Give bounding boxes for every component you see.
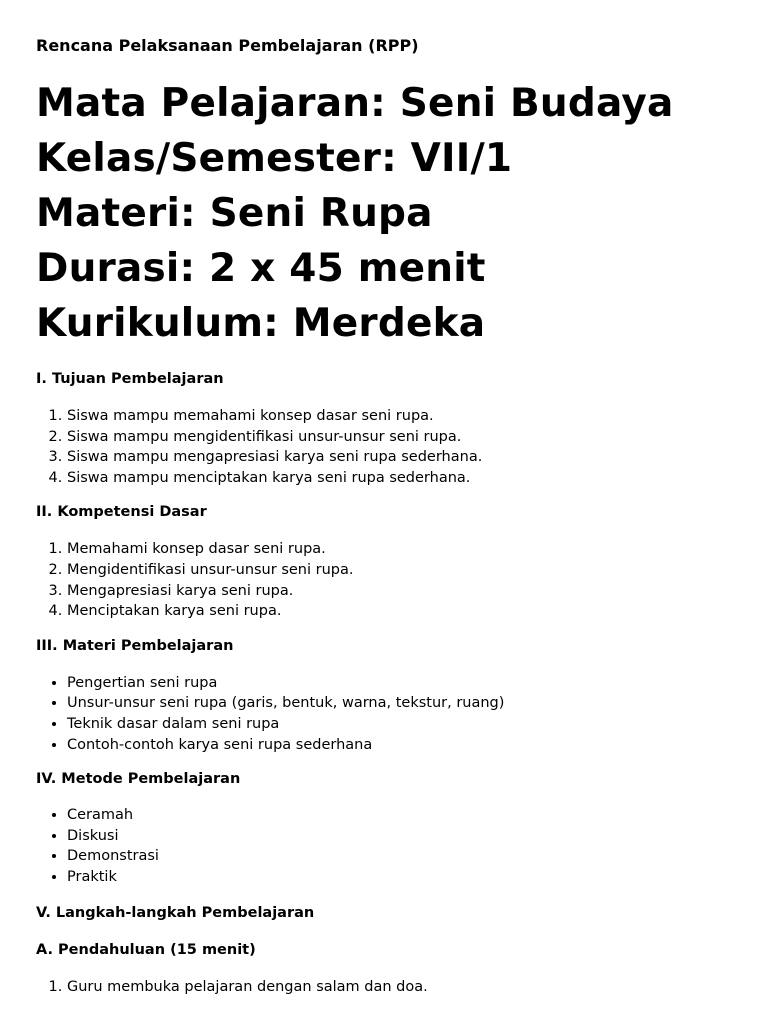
- tujuan-list: [36, 406, 732, 488]
- list-item: 4. Menciptakan karya seni rupa.: [67, 601, 732, 622]
- document-title: Rencana Pelaksanaan Pembelajaran (RPP): [36, 36, 419, 55]
- list-item: 2. Siswa mampu mengidentifikasi unsur-unsur seni rupa.: [67, 427, 732, 448]
- list-item: • Praktik: [67, 867, 732, 888]
- list-item: • Contoh-contoh karya seni rupa sederhana: [67, 735, 732, 756]
- pendahuluan-list: [36, 977, 732, 998]
- subsection-heading-pendahuluan: A. Pendahuluan (15 menit): [36, 941, 256, 958]
- list-item: • Demonstrasi: [67, 846, 732, 867]
- list-item: 2. Mengidentifikasi unsur-unsur seni rupa.: [67, 560, 732, 581]
- list-item: 1. Guru membuka pelajaran dengan salam dan doa.: [67, 977, 732, 998]
- list-item: 3. Siswa mampu mengapresiasi karya seni rupa sederhana.: [67, 447, 732, 468]
- kompetensi-list: [36, 539, 732, 621]
- heading-material: Materi: Seni Rupa: [36, 191, 433, 236]
- heading-curriculum: Kurikulum: Merdeka: [36, 301, 486, 346]
- list-item: 1. Siswa mampu memahami konsep dasar seni rupa.: [67, 406, 732, 427]
- list-item: • Unsur-unsur seni rupa (garis, bentuk, warna, tekstur, ruang): [67, 693, 732, 714]
- heading-duration: Durasi: 2 x 45 menit: [36, 246, 486, 291]
- list-item: • Pengertian seni rupa: [67, 673, 732, 694]
- materi-list: [36, 673, 732, 755]
- list-item: • Teknik dasar dalam seni rupa: [67, 714, 732, 735]
- heading-class-semester: Kelas/Semester: VII/1: [36, 136, 513, 181]
- list-item: • Ceramah: [67, 805, 732, 826]
- list-item: 4. Siswa mampu menciptakan karya seni rupa sederhana.: [67, 468, 732, 489]
- section-heading-tujuan: I. Tujuan Pembelajaran: [36, 371, 224, 387]
- list-item: 1. Memahami konsep dasar seni rupa.: [67, 539, 732, 560]
- main-heading: [36, 76, 732, 351]
- section-heading-kompetensi: II. Kompetensi Dasar: [36, 504, 207, 521]
- metode-list: [36, 805, 732, 887]
- list-item: • Diskusi: [67, 826, 732, 847]
- list-item: 3. Mengapresiasi karya seni rupa.: [67, 581, 732, 602]
- section-heading-materi: III. Materi Pembelajaran: [36, 637, 234, 654]
- section-heading-metode: IV. Metode Pembelajaran: [36, 771, 241, 788]
- section-heading-langkah: V. Langkah-langkah Pembelajaran: [36, 904, 315, 921]
- heading-subject: Mata Pelajaran: Seni Budaya: [36, 81, 674, 126]
